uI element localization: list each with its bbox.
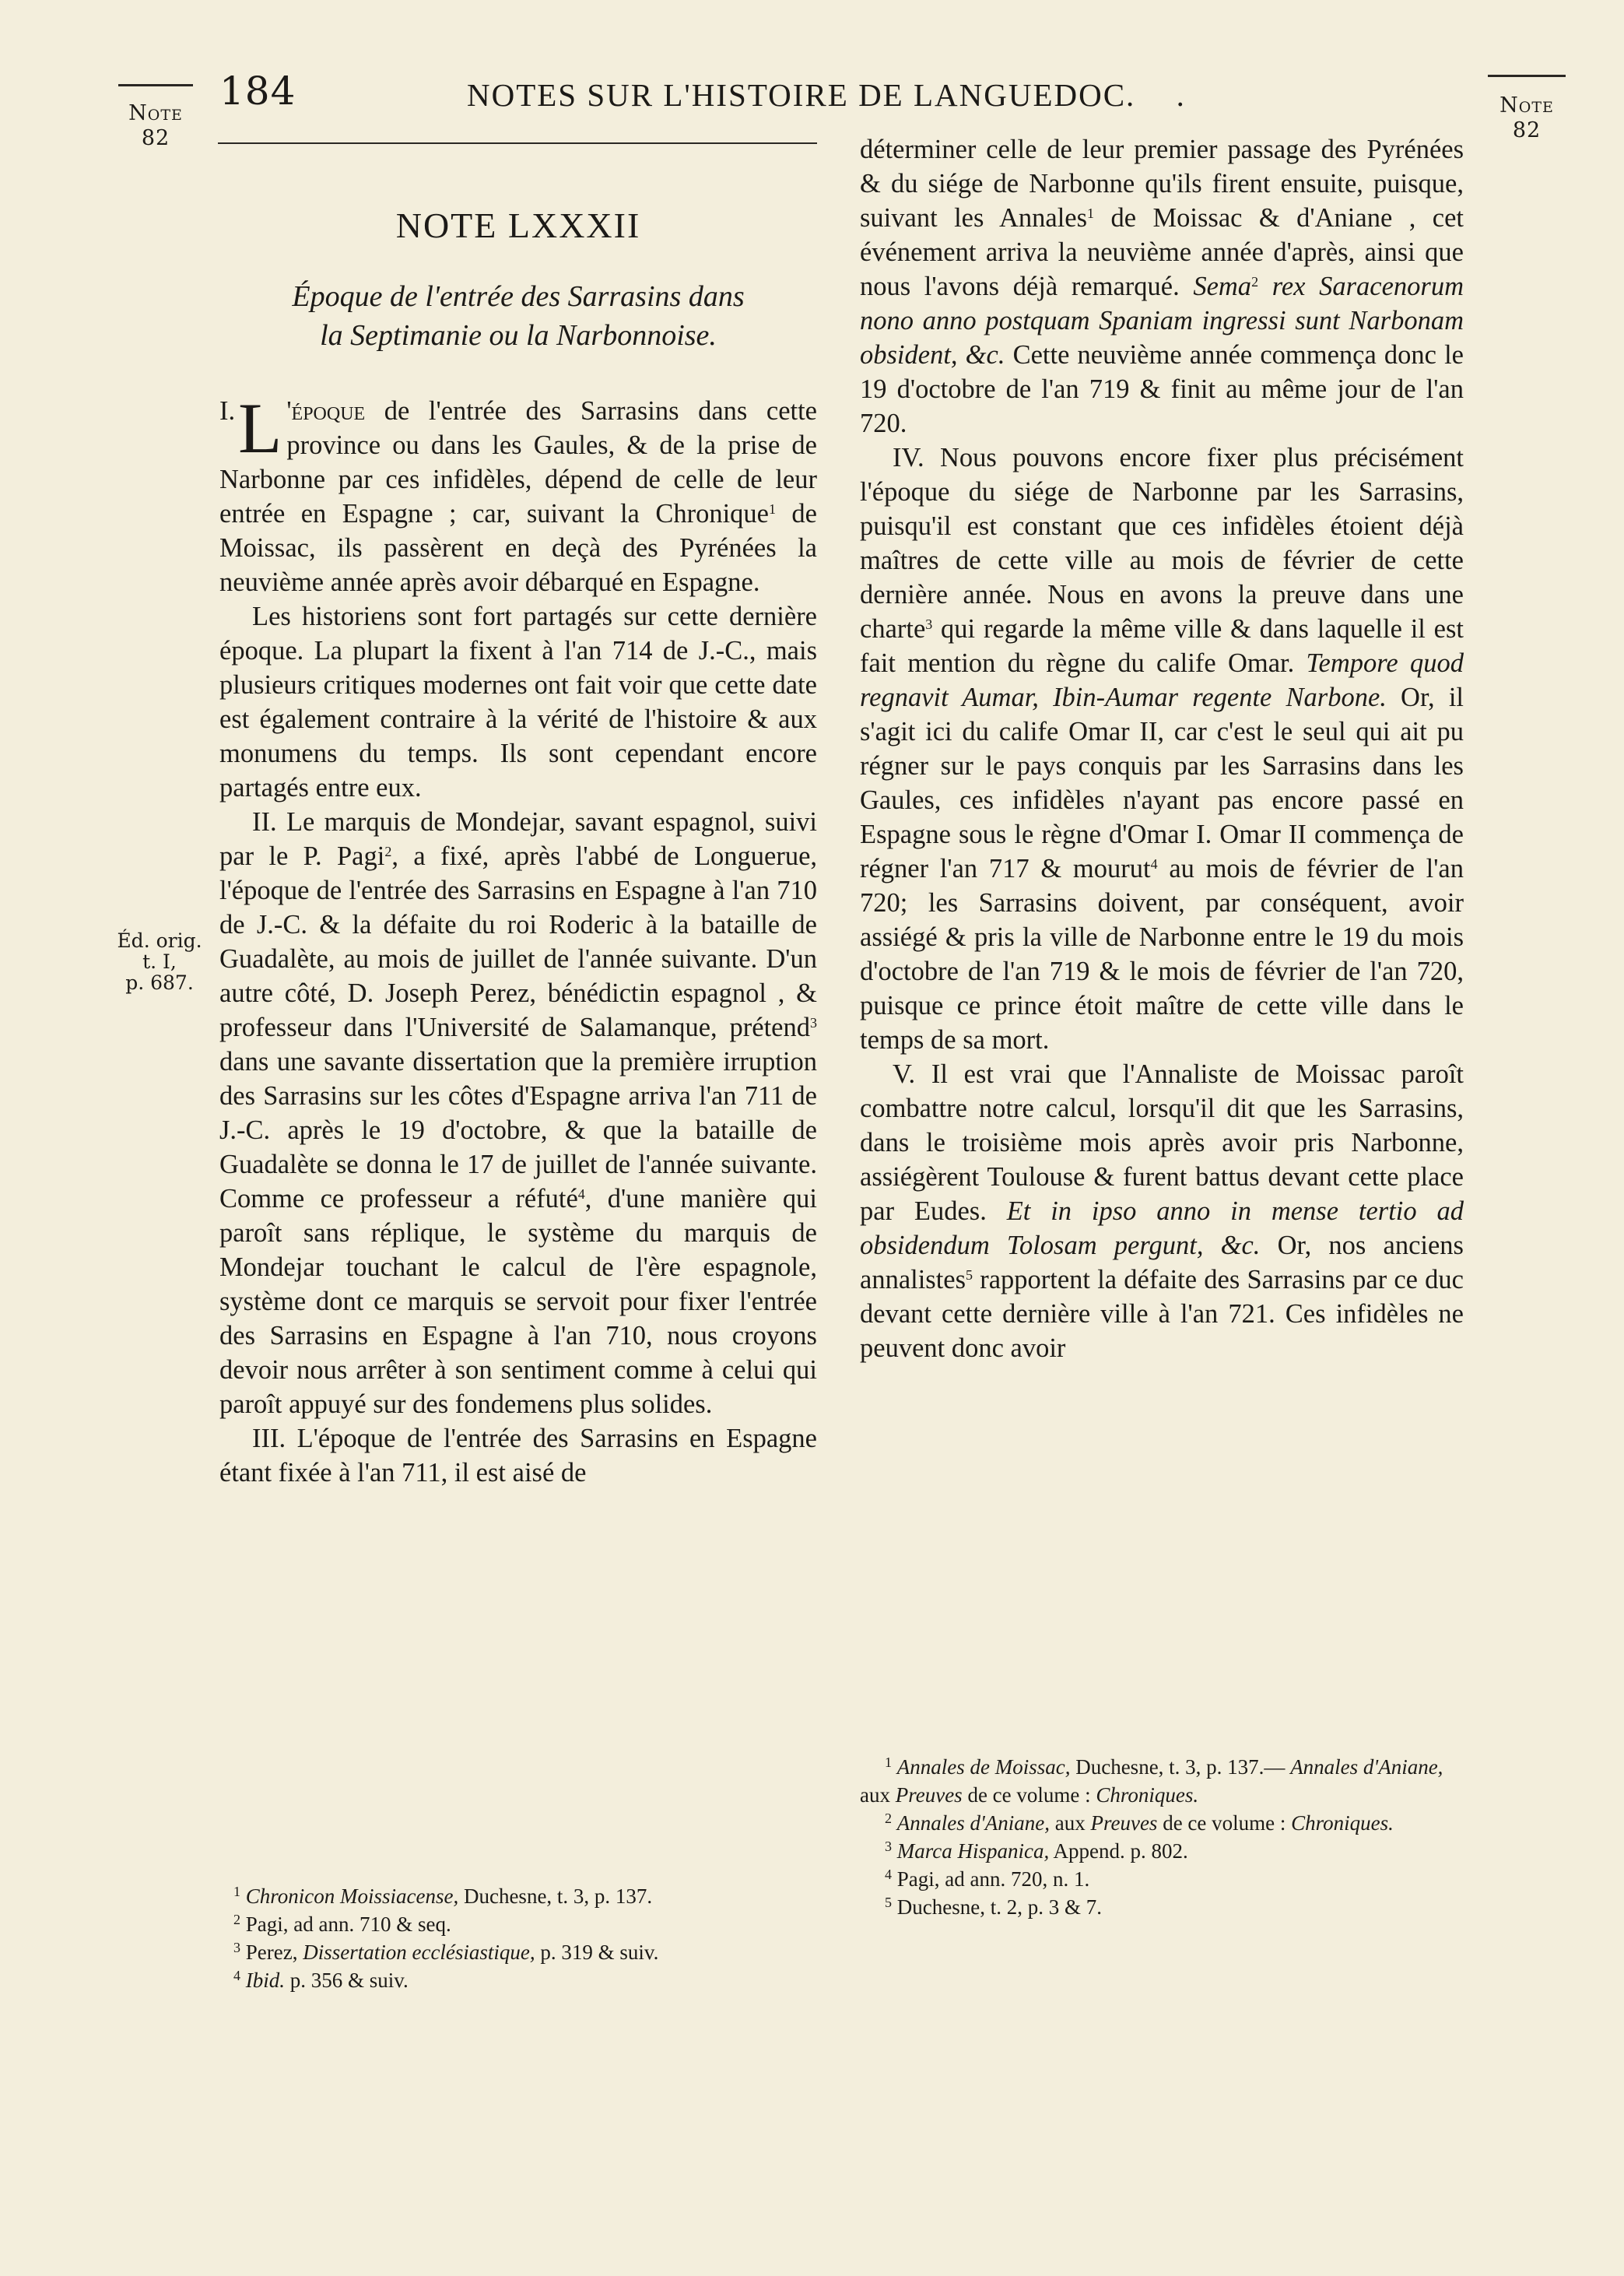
footnote xyxy=(860,1837,1464,1865)
note-subtitle-line-2: la Septimanie ou la Narbonnoise. xyxy=(320,319,717,352)
footnote xyxy=(860,1809,1464,1837)
footnote-ref: 1 xyxy=(768,501,776,517)
paragraph-3-text-d: , d'une manière qui paroît sans réplique, le système du marquis de Mondejar touchant le calcul de l'ère espagnole, système dont ce marquis se servoit pour fixer l'entrée des Sarrasins en Espagne à l'an 710, nous croyons devoir nous arrêter à son sentiment comme à celui qui paroît appuyé sur des fondemens plus solides. xyxy=(219,1184,817,1419)
footnote-title: Annales d'Aniane, xyxy=(1290,1755,1443,1779)
footnote-number: 3 xyxy=(233,1940,240,1955)
footnote-ref: 4 xyxy=(1150,856,1158,872)
footnote-text: Duchesne, t. 3, p. 137.— xyxy=(1070,1755,1291,1779)
paragraph-number: I. xyxy=(219,396,236,426)
right-note-number: 82 xyxy=(1512,118,1542,142)
footnote-number: 3 xyxy=(885,1839,892,1854)
paragraph-4: III. L'époque de l'entrée des Sarrasins en Espagne étant fixée à l'an 711, il est aisé de xyxy=(219,1424,817,1487)
footnote-number: 2 xyxy=(233,1912,240,1927)
paragraph-text-b: qui regarde la même ville & dans laquelle il est fait mention du règne du calife Omar. xyxy=(860,614,1464,678)
footnote-text: aux xyxy=(1050,1811,1091,1835)
paragraph-1-text-2: de Moissac, ils passèrent en deçà des Pyrénées la neuvième année après avoir débarqué en Espagne. xyxy=(219,499,817,597)
footnote-ref: 2 xyxy=(1251,274,1259,290)
footnote-title: Chronicon Moissiacense, xyxy=(245,1884,459,1908)
edition-line-1: Éd. orig. xyxy=(117,929,202,952)
footnote-text: Pagi, ad ann. 720, n. 1. xyxy=(896,1867,1090,1891)
footnote-title: Ibid. xyxy=(245,1969,285,1992)
footnote xyxy=(233,1966,817,1994)
latin-quote-a: Sema xyxy=(1193,272,1252,301)
paragraph-1 xyxy=(219,388,817,599)
footnote-text: Pagi, ad ann. 710 & seq. xyxy=(245,1912,451,1936)
footnote xyxy=(233,1938,817,1966)
footnote-title: Annales de Moissac, xyxy=(896,1755,1071,1779)
paragraph-text-d: au mois de février de l'an 720; les Sarrasins doivent, par conséquent, avoir assiégé & pris la ville de Narbonne entre le 19 du mois d'octobre de l'an 719 & le mois de février de l'an 720, puisque ce prince étoit maître de cette ville dans le temps de sa mort. xyxy=(860,854,1464,1055)
left-footnotes xyxy=(233,1882,817,1994)
footnote-text: Append. p. 802. xyxy=(1049,1839,1188,1863)
footnote-ref: 3 xyxy=(810,1015,817,1031)
paragraph-text-a: V. Il est vrai que l'Annaliste de Moissac paroît combattre notre calcul, lorsqu'il dit que les Sarrasins, dans le troisième mois après avoir pris Narbonne, assiégèrent Toulouse & furent battus devant cette place par Eudes. xyxy=(860,1059,1464,1226)
note-subtitle-line-1: Époque de l'entrée des Sarrasins dans xyxy=(292,280,745,313)
lead-word: 'époque xyxy=(286,396,366,426)
right-footnotes xyxy=(860,1753,1464,1921)
paragraph-iv xyxy=(860,441,1464,1057)
footnote-title: Chroniques. xyxy=(1096,1783,1199,1807)
footnote-title: Preuves xyxy=(895,1783,963,1807)
footnote xyxy=(860,1865,1464,1893)
footnote-text: de ce volume : xyxy=(1157,1811,1292,1835)
left-column xyxy=(219,205,818,1490)
paragraph-1-text: de l'entrée des Sarrasins dans cette province ou dans les Gaules, & de la prise de Narbonne par ces infidèles, dépend de celle de leur entrée en Espagne ; car, suivant la Chronique xyxy=(219,396,817,529)
running-title xyxy=(467,76,1245,114)
note-title: NOTE LXXXII xyxy=(395,205,641,245)
paragraph-3-text-a: II. Le marquis de Mondejar, savant espagnol, suivi par le P. Pagi xyxy=(219,807,817,871)
right-margin-rule xyxy=(1488,75,1566,77)
paragraph-text-c: Or, il s'agit ici du calife Omar II, car c'est le seul qui ait pu régner sur le pays conquis par les Sarrasins dans les Gaules, ces infidèles n'ayant pas encore passé en Espagne sous le règne d'Omar I. Omar II commença de régner l'an 717 & mourut xyxy=(860,683,1464,883)
footnote-ref: 5 xyxy=(966,1267,973,1283)
footnote xyxy=(233,1882,817,1910)
footnote-text: Duchesne, t. 3, p. 137. xyxy=(458,1884,653,1908)
left-note-label: Note xyxy=(128,101,183,125)
footnote-number: 2 xyxy=(885,1811,892,1826)
right-note-label: Note xyxy=(1499,93,1554,118)
footnote-number: 4 xyxy=(885,1867,892,1882)
latin-quote: Et in ipso anno in mense tertio ad obsidendum Tolosam pergunt, &c. xyxy=(860,1196,1464,1260)
drop-cap: L xyxy=(238,388,282,468)
footnote-title: Annales d'Aniane, xyxy=(896,1811,1050,1835)
footnote-text: de ce volume : xyxy=(962,1783,1096,1807)
edition-line-2: t. I, xyxy=(142,950,177,973)
paragraph-3-text-c: dans une savante dissertation que la première irruption des Sarrasins sur les côtes d'Espagne arriva l'an 711 de J.-C. après le 19 d'octobre, & que la bataille de Guadalète se donna le 17 de juillet de l'année suivante. Comme ce professeur a réfuté xyxy=(219,1047,817,1214)
footnote-number: 4 xyxy=(233,1968,240,1983)
paragraph-3-continued xyxy=(860,132,1464,441)
footnote-number: 1 xyxy=(885,1754,892,1770)
footnote-title: Preuves xyxy=(1090,1811,1158,1835)
footnote-ref: 4 xyxy=(577,1186,585,1202)
paragraph-v xyxy=(860,1057,1464,1365)
latin-quote: Tempore quod regnavit Aumar, Ibin-Aumar regente Narbone. xyxy=(860,648,1464,712)
right-column xyxy=(860,132,1464,1365)
footnote-number: 5 xyxy=(885,1895,892,1910)
running-title-text: NOTES SUR L'HISTOIRE DE LANGUEDOC. xyxy=(467,77,1136,113)
left-note-number: 82 xyxy=(141,126,170,150)
left-margin-rule xyxy=(118,84,193,86)
edition-reference xyxy=(109,930,210,993)
footnote-number: 1 xyxy=(233,1884,240,1899)
header-rule xyxy=(218,142,817,144)
paragraph-text-b: de Moissac & d'Aniane , cet événement arriva la neuvième année d'après, ainsi que nous l'avons déjà remarqué. xyxy=(860,203,1464,301)
paragraph-text-a: IV. Nous pouvons encore fixer plus précisément l'époque du siége de Narbonne par les Sarrasins, puisqu'il est constant que ces infidèles étoient déjà maîtres de cette ville au mois de février de cette dernière année. Nous en avons la preuve dans une charte xyxy=(860,443,1464,644)
latin-quote-b: rex Saracenorum nono anno postquam Spaniam ingressi sunt Narbonam obsident, &c. xyxy=(860,272,1464,370)
footnote xyxy=(860,1893,1464,1921)
header-dot: . xyxy=(1176,77,1186,113)
footnote-text: aux xyxy=(860,1783,896,1807)
footnote-ref: 2 xyxy=(384,844,392,859)
edition-line-3: p. 687. xyxy=(125,971,194,994)
paragraph-3 xyxy=(219,805,817,1421)
footnote-ref: 3 xyxy=(925,616,933,632)
footnote-title: Dissertation ecclésiastique, xyxy=(303,1941,535,1964)
paragraph-text-a: déterminer celle de leur premier passage des Pyrénées & du siége de Narbonne qu'ils firent ensuite, puisque, suivant les Annales xyxy=(860,135,1464,233)
footnote xyxy=(233,1910,817,1938)
footnote-text: Duchesne, t. 2, p. 3 & 7. xyxy=(896,1895,1102,1919)
footnote-title: Chroniques. xyxy=(1291,1811,1394,1835)
footnote-title: Marca Hispanica, xyxy=(896,1839,1050,1863)
paragraph-text-c: rapportent la défaite des Sarrasins par ce duc devant cette dernière ville à l'an 721. Ces infidèles ne peuvent donc avoir xyxy=(860,1265,1464,1363)
footnote-text: p. 319 & suiv. xyxy=(535,1941,659,1964)
paragraph-2: Les historiens sont fort partagés sur cette dernière époque. La plupart la fixent à l'an 714 de J.-C., mais plusieurs critiques modernes ont fait voir que cette date est également contraire à la vérité de l'histoire & aux monumens du temps. Ils sont cependant encore partagés entre eux. xyxy=(219,602,817,803)
footnote-text: p. 356 & suiv. xyxy=(285,1969,409,1992)
footnote-prefix: Perez, xyxy=(245,1941,303,1964)
footnote-ref: 1 xyxy=(1087,205,1095,221)
paragraph-text-c: Cette neuvième année commença donc le 19 d'octobre de l'an 719 & finit au même jour de l'an 720. xyxy=(860,340,1464,438)
footnote xyxy=(860,1753,1464,1809)
paragraph-text-b: Or, nos anciens annalistes xyxy=(860,1231,1464,1294)
page-number: 184 xyxy=(219,68,296,114)
paragraph-3-text-b: , a fixé, après l'abbé de Longuerue, l'époque de l'entrée des Sarrasins en Espagne à l'an 710 de J.-C. & la défaite du roi Roderic à la bataille de Guadalète, au mois de juillet de l'année suivante. D'un autre côté, D. Joseph Perez, bénédictin espagnol , & professeur dans l'Université de Salamanque, prétend xyxy=(219,841,818,1042)
